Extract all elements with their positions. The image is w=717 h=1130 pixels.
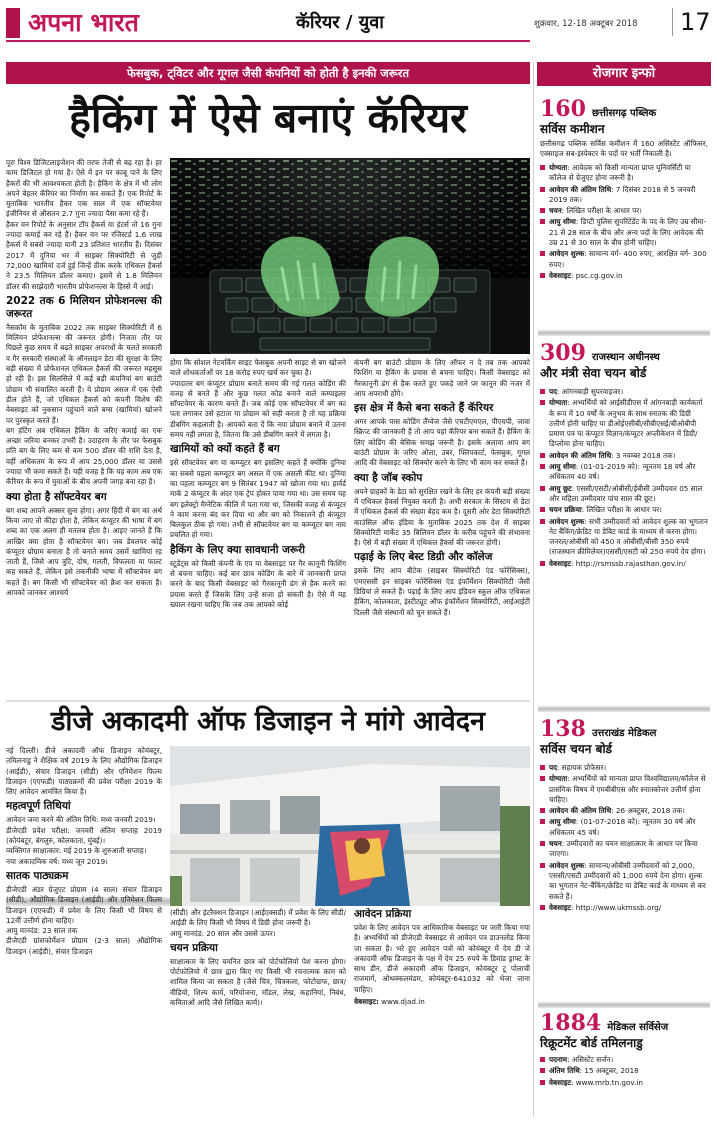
job-desc: छत्तीसगढ़ पब्लिक सर्विस कमीशन में 160 असिस्टेंट ऑफिसर, एक्साइज सब-इंस्पेक्टर के पदों पर भर्ती निकाली है।	[540, 139, 708, 158]
masthead-rule	[6, 40, 530, 42]
page-divider	[672, 8, 673, 36]
job-item	[540, 763, 708, 773]
bullet-square-icon	[540, 389, 545, 394]
job-card-rsmssb	[540, 340, 708, 570]
hacking-intro: पूरा विश्व डिजिटलाइजेशन की तरफ तेजी से बढ़ रहा है। हर काम डिजिटल हो गया है। ऐसे में इन पर काबू पाने के लिए हैकरों की भी आवश्यकता होती है। हैकिंग के क्षेत्र में भी लोग अपने बेहतर कॅरियर का निर्माण कर सकते हैं। एक रिपोर्ट के मुताबिक भारतीय हैकर एक साल में एक सॉफ्टवेयर इंजीनियर से औसतन 2.7 गुना ज्यादा पैसा कमा रहे हैं। हैकर वन रिपोर्ट के अनुसार टॉप हैकर्स या हंटर्स तो 16 गुना ज्यादा कमाई कर रहे हैं। हैकर वन पर रजिस्टर्ड 1.6 लाख हैकर्स में सबसे ज्यादा यानी 23 प्रतिशत भारतीय हैं। दिसंबर 2017 में दुनिया भर में साइबर सिक्योरिटी से जुड़ी 72,000 खामियां दर्ज हुई जिन्हें ठीक करके एथिकल हैकर्स ने 23.5 मिलियन डॉलर कमाए। इसमें से 1.8 मिलियन डॉलर की साझेदारी भारतीय प्रोफेशनल्स के हिस्से में आई।	[6, 158, 162, 291]
rail-separator-1	[538, 330, 710, 336]
job-item	[540, 806, 708, 816]
bullet-square-icon	[540, 208, 545, 213]
job-item-key: वेबसाइट	[549, 1077, 571, 1087]
dj-col3	[354, 908, 530, 1118]
job-item	[540, 839, 708, 860]
job-item-key: योग्यता	[549, 398, 568, 408]
job-item-value: : सभी उम्मीदवारों को आवेदन शुल्क का भुगतान नेट बैंकिंग/क्रेडिट या डेबिट कार्ड के माध्यम से करना होगा। जनरल/ओबीसी को 450 व ओबीसी/बीसी 350 रुपये (राजस्थान क्रीमिलेयर)एससी/एसटी को 250 रुपये देय होगा।	[549, 516, 708, 557]
job-count: 138	[540, 716, 586, 742]
dj-website-line	[354, 997, 530, 1007]
bullet-square-icon	[540, 464, 545, 469]
bullet-square-icon	[540, 561, 545, 566]
job-item	[540, 398, 708, 449]
rail-title: रोजगार इन्फो	[592, 66, 656, 81]
job-card-cgpsc	[540, 96, 708, 282]
subhead-2022: 2022 तक 6 मिलियन प्रोफेशनल्स की जरूरत	[6, 294, 162, 320]
hacker-keyboard-image	[170, 158, 530, 354]
job-item-value: : 3 नवम्बर 2018 तक।	[611, 450, 676, 460]
job-item[interactable]	[540, 1078, 708, 1088]
bullet-square-icon	[540, 765, 545, 770]
job-count: 1884	[540, 1010, 602, 1036]
job-item-key: आवेदन की अंतिम तिथि	[549, 806, 612, 816]
job-item-text	[549, 817, 708, 838]
hacking-bug-text: बग शब्द आपने अक्सर सुना होगा। अगर हिंदी में बग का अर्थ किया जाए तो कीड़ा होता है, लेकिन कंप्यूटर की भाषा में बग शब्द का एक अलग ही मतलब होता है। आइए जानते हैं कि आखिर क्या होता है सॉफ्टवेयर बग। जब डेवलपर कोई कंप्यूटर प्रोग्राम बनाता है तो बनाते समय उसमें खामियां रह जाती हैं, जिसे आप त्रुटि, दोष, गलती, विफलता या फाल्ट कह सकते हैं, लेकिन इसे तकनीकी भाषा में सॉफ्टवेयर बग कहते हैं। बग किसी भी सॉफ्टवेयर को क्रैश कर सकता है। आपको जानकर आश्चर्य	[6, 505, 162, 597]
bullet-square-icon	[540, 165, 545, 170]
kicker: फेसबुक, ट्विटर और गूगल जैसी कंपनियों को होती है इनकी जरूरत	[126, 66, 410, 80]
job-item-value: : 15 अक्टूबर, 2018	[579, 1066, 639, 1076]
job-item-text	[549, 505, 662, 515]
job-item-key: पद	[549, 387, 557, 396]
job-item	[540, 484, 708, 505]
job-item-value: : आवेदक को किसी मान्यता प्राप्त यूनिवर्सिटी या कॉलेज से ग्रेजुएट होना जरूरी है।	[549, 163, 691, 183]
subhead-job-scope: क्या है जॉब स्कोप	[354, 471, 423, 484]
job-items	[540, 387, 708, 569]
bullet-square-icon	[540, 841, 545, 846]
dj-col2	[170, 908, 346, 1118]
job-item-key: योग्यता	[549, 163, 568, 172]
job-item-text	[549, 249, 708, 270]
job-org: मेडिकल सर्विसेज	[607, 1022, 669, 1033]
job-item	[540, 387, 708, 397]
job-item-text	[549, 206, 642, 216]
job-card-mrb	[540, 1010, 708, 1089]
job-org: राजस्थान अधीनस्थ	[591, 352, 660, 363]
job-item[interactable]	[540, 271, 708, 281]
job-item	[540, 817, 708, 838]
job-item-text	[549, 185, 708, 206]
dj-headline: डीजे अकादमी ऑफ डिजाइन ने मांगे आवेदन	[6, 700, 530, 740]
job-item-text	[549, 517, 708, 558]
logo-text: अपना भारत	[28, 8, 139, 37]
bullet-square-icon	[540, 1057, 545, 1062]
job-count: 160	[540, 96, 586, 122]
subhead-degree: पढ़ाई के लिए बेस्ट डिग्री और कॉलेज	[354, 551, 493, 564]
job-item-text	[549, 462, 708, 483]
dj-dates: आवेदन जमा करने की अंतिम तिथि: मध्य जनवरी 2019। डीजेएडी प्रवेश परीक्षा: जनवरी अंतिम सप्ताह 2019 (कोयंबटूर, बंगलुरु, कोलकाता, मुंबई)। व्यक्तिगत साक्षात्कार: मई 2019 के शुरुआती सप्ताह। नया अकादमिक वर्ष: मध्य जून 2019।	[6, 815, 162, 866]
job-item-value: : अभ्यर्थियों को आईसीडीएस में आंगनबाड़ी कार्यकर्ता के रूप में 10 वर्षों के अनुभव के साथ स्नातक की डिग्री उत्तीर्ण होनी चाहिए या डीओईएसीबी/सीबीएसई/बीओबीपी प्रमाण पत्र या कंप्यूटर विज्ञान/कंप्यूटर अप्लीकेशन में डिग्री/डिप्लोमा होना चाहिए।	[549, 398, 703, 449]
hacking-first-bug: इसे सॉफ्टवेयर बग या कम्प्यूटर बग इसलिए कहते हैं क्योंकि दुनिया का सबसे पहला कम्प्यूटर बग असल में एक असली कीट था। दुनिया का पहला कम्प्यूटर बग 9 सितंबर 1947 को खोजा गया था। हार्वर्ड मार्क 2 कंप्यूटर के अंदर एक ट्रेप होकर पाया गया था। उस समय यह बग इलेक्ट्रो मैग्नेटिक कीलि में पता गया था, जिसकी वजह से कंप्यूटर ने काम करना बंद कर दिया था और बग को निकालने ही कंप्यूटर बिलकुल ठीक हो गया। तभी से सॉफ्टवेयर बग या कम्प्यूटर बग नाम प्रचलित हो गया।	[170, 458, 346, 540]
job-item-value: : सामान्य वर्ग- 400 रुपए, आरक्षित वर्ग- 300 रुपए।	[549, 249, 707, 269]
subhead-apply: आवेदन प्रक्रिया	[354, 908, 412, 920]
masthead	[6, 6, 710, 44]
job-item	[540, 249, 708, 270]
job-item	[540, 451, 708, 461]
hacking-bounty: कंपनी बग बाउंटी प्रोग्राम के लिए ऑफर न दे तब तक आपको फिशिंग या हैकिंग के प्रयास से बचना चाहिए। किसी वेबसाइट को गैरकानूनी ढंग से हैक करते हुए पकड़े जाने पर कानून की नजर में आप अपराधी होंगे।	[354, 358, 530, 398]
bullet-square-icon	[540, 251, 545, 256]
bullet-square-icon	[540, 219, 545, 224]
job-heading-cgpsc	[540, 96, 708, 122]
dj-selection: साक्षात्कार के लिए चयनित छात्र को पोर्टफोलियो पेश करना होगा। पोर्टफोलियो में छात्र द्वारा किए गए किसी भी रचनात्मक काम को शामिल किया जा सकता है (जैसे चित्र, चित्रकला, फोटोग्राफ, छात्र/वीडियो, शिल्प कार्य, परियोजना, मॉडल, लेख, कहानियां, निबंध, कविताओं आदि जैसे लिखित कार्य)।	[170, 956, 346, 1008]
job-items	[540, 163, 708, 281]
job-item[interactable]	[540, 903, 708, 913]
job-item-key: आवेदन शुल्क	[549, 249, 585, 259]
building-icon	[170, 746, 530, 906]
job-item-text	[549, 763, 606, 773]
job-item-text	[549, 387, 623, 397]
rail-separator-2	[538, 706, 710, 712]
job-item-key: चयन	[549, 206, 562, 216]
job-item-key: आवेदन शुल्क	[549, 860, 585, 870]
job-item-text	[549, 451, 675, 461]
bullet-square-icon	[540, 905, 545, 910]
job-item-value: : सामान्य/ओबीसी उम्मीदवारों को 2,000, एससी/एसटी उम्मीदवारों को 1,000 रुपये देना होगा। शुल्क का भुगतान नेट-बैंकिंग/क्रेडिट या डेबिट कार्ड के माध्यम से कर सकते हैं।	[549, 860, 706, 901]
job-items	[540, 763, 708, 913]
job-org-line2: रिक्रूटमेंट बोर्ड तमिलनाडु	[540, 1036, 643, 1050]
job-item	[540, 861, 708, 902]
kicker-band	[6, 62, 530, 84]
dj-apply: प्रवेश के लिए आवेदन पत्र आधिकारिक वेबसाइट पर जारी किया गया है। अभ्यर्थियों को डीजेएडी वेबसाइट से आवेदन पत्र डाउनलोड किया जा सकता है। भरे हुए आवेदन पत्रों को कोयंबटूर में देय डी जे अकादमी ऑफ डिजाइन के पक्ष में देय 25 रुपये के डिमांड ड्राफ्ट के साथ डीन, डीजे अकादमी ऑफ डिजाइन, कोयंबटूर टू पोलाची राजमार्ग, ओथक्कलमंडम, कोयंबटूर-641032 को भेजा जाना चाहिए।	[354, 923, 530, 994]
job-count: 309	[540, 340, 586, 366]
job-org-line2: सर्विस कमीशन	[540, 122, 605, 136]
bullet-square-icon	[540, 273, 545, 278]
hacking-degree: इसके लिए आप बीटेक (साइबर सिक्योरिटी एंड फोरेंसिक्स), एमएससी इन साइबर फोरेंसिक्स एंड इंफॉर्मेशन सिक्योरिटी जैसी डिग्रियां ले सकते हैं। पढ़ाई के लिए आप इंडियन स्कूल ऑफ एथिकल हैकिंग, कोलकाता, इंस्टीट्यूट ऑफ इंफॉर्मेशन सिक्योरिटी, आईआईटी दिल्ली जैसे संस्थानों को चुन सकते हैं।	[354, 566, 530, 617]
job-item-value: : http://www.ukmssb.org/	[570, 902, 662, 912]
hacking-coding: अगर आपके पास कोडिंग लैंग्वेज जैसे एचटीएमएल, पीएचपी, जावा स्क्रिप्ट की जानकारी है तो आप यहां कॅरियर बना सकते हैं। हैकिंग के लिए कोडिंग की बेसिक समझ जरूरी है। इसके अलावा आप बग बाउंटी प्रोग्राम के जरिए ओला, उबर, फ्लिपकार्ट, फेसबुक, गूगल आदि की वेबसाइट को सिक्योर करने के लिए भी काम कर सकते हैं।	[354, 417, 530, 468]
job-item-value: : आंगनबाड़ी सुपरवाइजर।	[556, 387, 624, 396]
dj-col1	[6, 746, 162, 1118]
subhead-career: इस क्षेत्र में कैसे बना सकते हैं कॅरियर	[354, 402, 494, 415]
job-item-key: पद	[549, 763, 557, 772]
job-item-key: आवेदन की अंतिम तिथि	[549, 450, 612, 460]
campus-building-image	[170, 746, 530, 906]
job-card-ukmssb	[540, 716, 708, 914]
job-heading-mrb	[540, 1010, 708, 1036]
job-item-text	[549, 163, 708, 184]
issue-date: शुक्रवार, 12-18 अक्टूबर 2018	[534, 19, 638, 29]
job-item-value: : http://rsmssb.rajasthan.gov.in/	[570, 558, 686, 568]
bullet-square-icon	[540, 400, 545, 405]
job-item-key: आयु सीमा	[549, 462, 576, 472]
job-org-line2: और मंत्री सेवा चयन बोर्ड	[540, 366, 647, 380]
job-item-value: : (01-01-2019 को): न्यूनतम 18 वर्ष और अधिकतम 40 वर्ष।	[549, 462, 696, 482]
job-item-value: : डिप्टी पुलिस सुपरिंटेंडेंट के पद के लिए उम्र सीमा- 21 से 28 साल के बीच और अन्य पदों के लिए आवेदक की उम्र 21 से 30 साल के बीच होनी चाहिए।	[549, 217, 707, 248]
bullet-square-icon	[540, 453, 545, 458]
job-item-value: : एससी/एसटी/ओबीसी/ईबीसी उम्मीदवार 05 साल और महिला उम्मीदवार पांच साल की छूट।	[549, 483, 703, 503]
job-item-text	[549, 559, 686, 569]
hacking-headline: हैकिंग में ऐसे बनाएं कॅरियर	[69, 94, 467, 142]
job-item	[540, 462, 708, 483]
dj-pg: (सीडी) और इंटरैक्शन डिजाइन (आईएक्सडी) में प्रवेश के लिए सीडी/आईडी के लिए किसी भी विषय में डिग्री होना जरूरी है। आयु मानदंड: 20 साल और उससे ऊपर।	[170, 908, 346, 938]
job-heading-ukmssb	[540, 716, 708, 742]
rail-header	[537, 62, 711, 86]
bullet-square-icon	[540, 776, 545, 781]
job-item-key: वेबसाइट	[549, 902, 571, 912]
job-item-value: : असिस्टेंट सर्जन।	[567, 1055, 614, 1064]
job-item-text	[549, 839, 708, 860]
bullet-square-icon	[540, 1068, 545, 1073]
job-item-value: : www.mrb.tn.gov.in	[570, 1077, 643, 1087]
bullet-square-icon	[540, 486, 545, 491]
job-item-key: आवेदन की अंतिम तिथि	[549, 184, 612, 194]
job-item-key: आवेदन शुल्क	[549, 516, 585, 526]
job-item-key: योग्यता	[549, 774, 568, 784]
job-items	[540, 1055, 708, 1088]
bullet-square-icon	[540, 819, 545, 824]
bullet-square-icon	[540, 519, 545, 524]
bullet-square-icon	[540, 507, 545, 512]
hacking-precaution: स्टूडेंट्स को किसी कंपनी के एप या वेबसाइट पर गैर कानूनी फिशिंग से बचना चाहिए। कई बार छात्र कोडिंग के बारे में जानकारी प्राप्त करने के बाद किसी वेबसाइट को गैरकानूनी ढंग से हैक करने का प्रयास करते हैं जिसके लिए उन्हें सजा हो सकती है। ऐसे में यह ख्याल रखना चाहिए कि जब तक आपको कोई	[170, 558, 346, 609]
job-org-line2: सर्विस चयन बोर्ड	[540, 742, 612, 756]
job-item-text	[549, 1078, 643, 1088]
job-item-value: : लिखित परीक्षा के आधार पर।	[561, 206, 642, 216]
job-item-key: चयन प्रक्रिया	[549, 505, 582, 515]
job-item-value: : अभ्यर्थियों को मान्यता प्राप्त विश्वविद्यालय/कॉलेज से प्रासंगिक विषय में एमबीबीएस और स्नातकोत्तर उत्तीर्ण होना चाहिए।	[549, 774, 706, 804]
hacking-scope: अपने ग्राहकों के डेटा को सुरक्षित रखने के लिए हर कंपनी बड़ी संख्या में एथिकल हैकर्स नियुक्त करती है। अभी सरकार के सिस्टम से डेटा में एथिकल हैकर्स की संख्या बेहद कम है। दूसरी ओर डेटा सिक्योरिटी काउंसिल ऑफ इंडिया के मुताबिक 2025 तक देश में साइबर सिक्योरिटी मार्केट 35 बिलियन डॉलर के करीब पहुंचने की संभावना है। ऐसे में बड़ी संख्या में एथिकल हैकर्स की जरूरत होगी।	[354, 486, 530, 548]
job-item-key: वेबसाइट	[549, 558, 571, 568]
job-item	[540, 1055, 708, 1065]
job-item	[540, 163, 708, 184]
rail-border	[533, 62, 534, 1117]
job-item-value: : (01-07-2018 को): न्यूनतम 30 वर्ष और अधिकतम 45 वर्ष।	[549, 817, 696, 837]
subhead-dates: महत्वपूर्ण तिथियां	[6, 800, 71, 813]
job-item-text	[549, 861, 708, 902]
code-keyboard-icon	[170, 158, 530, 354]
page-number: 17	[680, 8, 711, 36]
bullet-square-icon	[540, 1080, 545, 1085]
job-item[interactable]	[540, 559, 708, 569]
hacking-facebook: होगा कि सोशल नेटवर्किंग साइट फेसबुक अपनी साइट से बग खोजने वाले शोधकर्ताओं पर 18 करोड़ रुपए खर्च कर चुका है। ज्यादातर बग कंप्यूटर प्रोग्राम बनाते समय की गई गलत कोडिंग की वजह से बनते हैं और कुछ गलत कोड बनाने वाले कम्पाइलर सॉफ्टवेयर के कारण बनते हैं। जब कोई एक सॉफ्टवेयर में बग का पता लगाकर उसे हटाता या प्रोग्राम को सही करता है तो यह प्रक्रिया डीबगिंग कहलाती है। आपको बता दें कि नया प्रोग्राम बनाने में उतना समय नहीं लगता है, जितना कि उसे डीबगिंग करने में लगता है।	[170, 358, 346, 440]
job-item-value: : psc.cg.gov.in	[570, 270, 623, 280]
job-item-key: अंतिम तिथि	[549, 1066, 580, 1076]
job-org: छत्तीसगढ़ पब्लिक	[591, 108, 657, 119]
job-item-key: पदनाम	[549, 1055, 568, 1064]
job-item-text	[549, 1055, 613, 1065]
job-item	[540, 1066, 708, 1076]
job-item-text	[549, 903, 661, 913]
job-item	[540, 505, 708, 515]
job-item-value: : लिखित परीक्षा के आधार पर।	[581, 505, 662, 515]
job-item	[540, 774, 708, 805]
job-item-value: : 26 अक्टूबर, 2018 तक।	[611, 806, 685, 816]
job-item-text	[549, 217, 708, 248]
footer-dots-left	[10, 1120, 45, 1130]
dj-website-label: वेबसाइट:	[354, 997, 379, 1007]
bullet-square-icon	[540, 808, 545, 813]
job-item	[540, 217, 708, 248]
subhead-what-is-bug: क्या होता है सॉफ्टवेयर बग	[6, 490, 107, 503]
dj-intro: नई दिल्ली। डीजे अकादमी ऑफ डिजाइन कोयंबटूर, तमिलनाडु ने शैक्षिक वर्ष 2019 के लिए औद्योगिक डिजाइन (आईडी), संचार डिजाइन (सीडी) और एनिमेशन फिल्म डिजाइन (एएफडी) पाठ्यक्रमों की प्रवेश परीक्षा 2019 के लिए आवेदन आमंत्रित किया है।	[6, 746, 162, 797]
job-item-key: आयु सीमा	[549, 217, 576, 227]
job-item-text	[549, 484, 708, 505]
footer-dots-right	[660, 1120, 695, 1130]
section-title: कॅरियर / युवा	[296, 12, 384, 33]
rail-separator-3	[538, 1002, 710, 1008]
job-item-key: आयु छूट	[549, 483, 572, 493]
job-org: उत्तराखंड मेडिकल	[591, 728, 657, 739]
subhead-why-bug: खामियों को क्यों कहते हैं बग	[170, 443, 280, 456]
job-item-key: आयु सीमा	[549, 817, 576, 827]
subhead-ug: सातक पाठ्यक्रम	[6, 869, 69, 882]
job-item-value: : 7 दिसंबर 2018 से 5 जनवरी 2019 तक।	[549, 184, 696, 204]
job-item-key: वेबसाइट	[549, 270, 571, 280]
job-item	[540, 517, 708, 558]
subhead-selection: चयन प्रक्रिया	[170, 941, 218, 954]
bullet-square-icon	[540, 863, 545, 868]
subhead-precaution: हैकिंग के लिए क्या सावधानी जरूरी	[170, 543, 306, 556]
job-item-text	[549, 774, 708, 805]
job-item	[540, 206, 708, 216]
job-item-value: : उम्मीदवारों का चयन साक्षात्कार के आधार पर किया जाएगा।	[549, 839, 698, 859]
job-item-key: चयन	[549, 839, 562, 849]
job-item-text	[549, 1066, 639, 1076]
bullet-square-icon	[540, 187, 545, 192]
logo-box	[6, 8, 20, 38]
job-item-value: : सहायक प्रोफेसर।	[556, 763, 607, 772]
job-item-text	[549, 398, 708, 449]
job-item-text	[549, 806, 685, 816]
job-item-text	[549, 271, 623, 281]
job-item	[540, 185, 708, 206]
dj-website-link[interactable]: www.djad.in	[381, 997, 425, 1007]
dj-ug: डीजेएडी अंडर ग्रेजुएट प्रोग्राम (4 साल) संचार डिजाइन (सीडी), औद्योगिक डिजाइन (आईडी) और एनिमेशन फिल्म डिजाइन (एएफडी) में प्रवेश के लिए किसी भी विषय से 12वीं उत्तीर्ण होना चाहिए। आयु मानदंड: 23 साल तक डीजेएडी ग्रांसफोर्मेशन प्रोग्राम (2-3 साल) औद्योगिक डिजाइन (आईडी), संचार डिजाइन	[6, 884, 162, 956]
job-heading-rsmssb	[540, 340, 708, 366]
hacking-nasscom: नैसकॉम के मुताबिक 2022 तक साइबर सिक्योरिटी में 6 मिलियन प्रोफेशनल्स की जरूरत होगी। निजता तौर पर पिछले कुछ समय में बढ़ते साइबर अपराधों के चलते सरकारी व गैर सरकारी संस्थाओं के ऑनलाइन डेटा की सुरक्षा के लिए बड़ी संख्या में प्रोफेशनल एथिकल हैकर्स की जरूरत महसूस हो रही है। इस सिलसिले में कई बड़ी कंपनियां बग बाउंटी प्रोग्राम भी संचालित करती हैं। ये प्रोग्राम असल में एक ऐसी डील होते हैं, जो एथिकल हैकर्स को कंपनी विशेष की वेबसाइट को नुकसान पहुंचाने वाले बग्स (खामियां) खोजने पर पुरस्कृत करते हैं। बग हंटिंग अब एथिकल हैकिंग के जरिए कमाई का एक अच्छा जरिया बनकर उभरी है। उदाहरण के तौर पर फेसबुक प्रति बग के लिए कम से कम 500 डॉलर की राशि देता है, वहीं अधिकतम के रूप में आप 25,000 डॉलर या उससे ज्यादा भी कमा सकते हैं। यही वजह है कि यह काम अब एक कॅरियर के रूप में युवाओं के बीच अपनी जगह बना रहा है।	[6, 322, 162, 487]
